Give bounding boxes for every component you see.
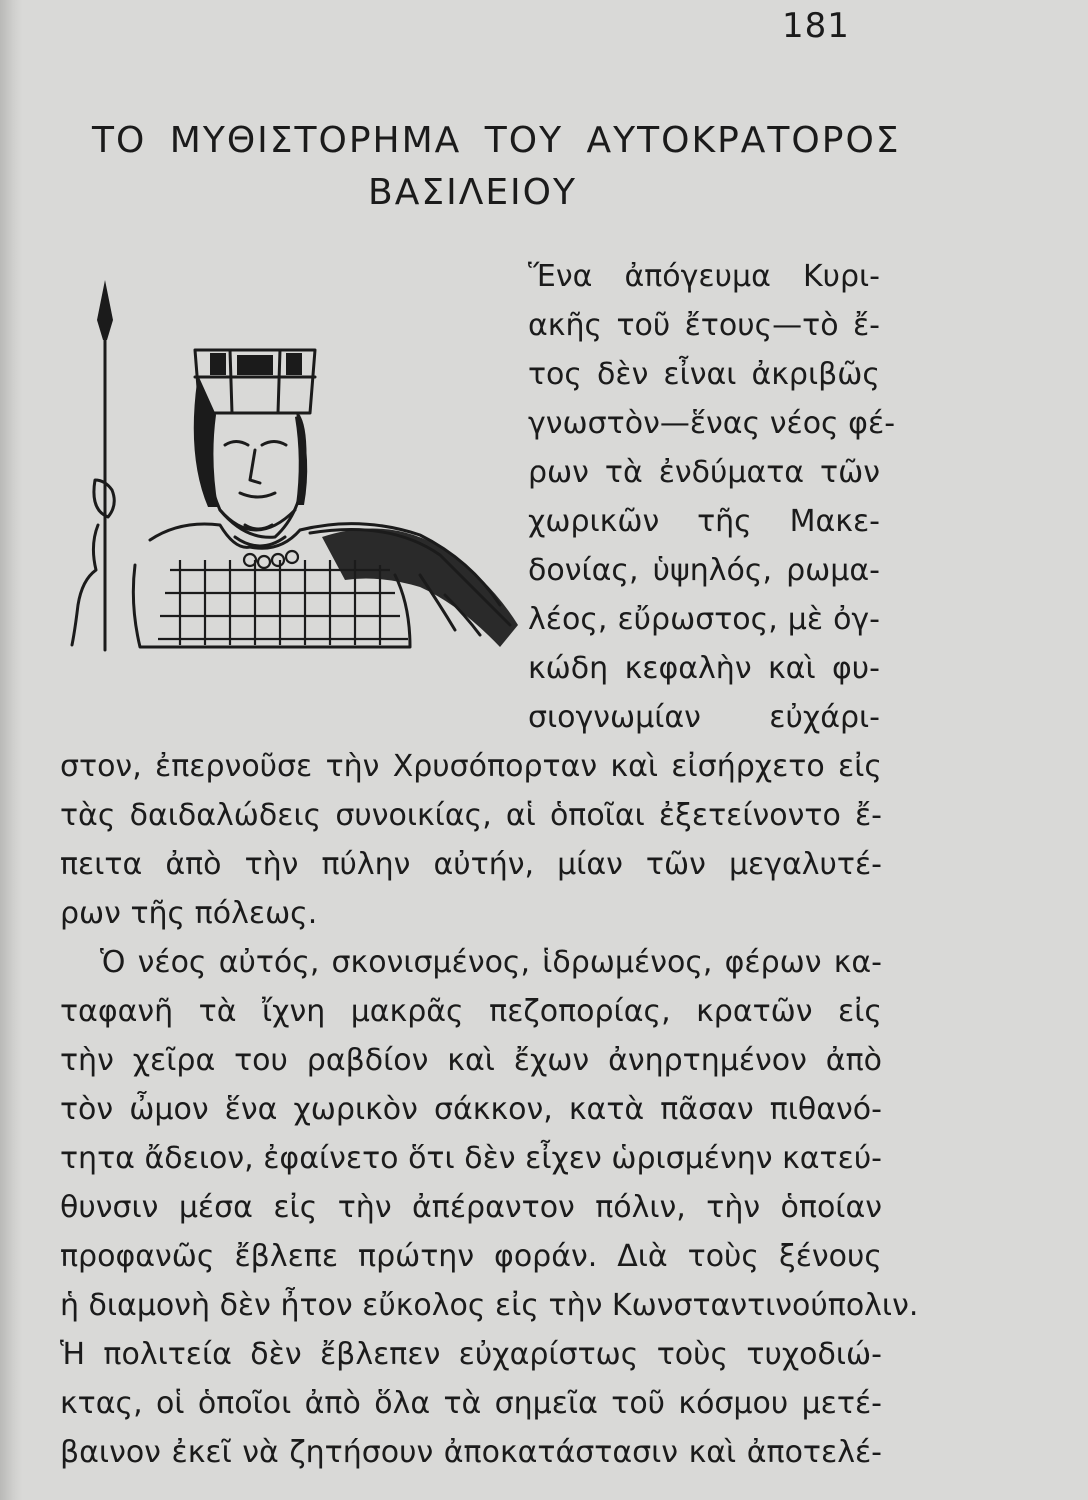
text-line: βαινον ἐκεῖ νὰ ζητήσουν ἀποκατάστασιν καὶ ἀποτελέ- (60, 1435, 882, 1470)
text-line: ρων τῆς πόλεως. (60, 896, 318, 931)
text-line: θυνσιν μέσα εἰς τὴν ἀπέραντον πόλιν, τὴν ὁποίαν (60, 1190, 882, 1225)
text-line: τητα ἄδειον, ἐφαίνετο ὅτι δὲν εἶχεν ὡρισμένην κατεύ- (60, 1141, 882, 1176)
text-line: τὰς δαιδαλώδεις συνοικίας, αἱ ὁποῖαι ἐξετείνοντο ἔ- (60, 798, 882, 833)
text-line: γνωστὸν—ἕνας νέος φέ- (528, 406, 896, 441)
nose (250, 450, 260, 483)
spear-tip (97, 280, 113, 340)
chapter-title-line-1: ΤΟ ΜΥΘΙΣΤΟΡΗΜΑ ΤΟΥ ΑΥΤΟΚΡΑΤΟΡΟΣ (92, 120, 901, 161)
text-line: ἡ διαμονὴ δὲν ἦτον εὔκολος εἰς τὴν Κωνσταντινούπολιν. (60, 1288, 919, 1323)
text-line: τὴν χεῖρα του ραβδίον καὶ ἔχων ἀνηρτημένον ἀπὸ (60, 1043, 882, 1078)
text-line: δονίας, ὑψηλός, ρωμα- (528, 553, 880, 588)
text-line: σιογνωμίαν εὐχάρι- (528, 700, 880, 735)
mouth (240, 493, 275, 497)
text-line: κτας, οἱ ὁποῖοι ἀπὸ ὅλα τὰ σημεῖα τοῦ κόσμου μετέ- (60, 1386, 882, 1421)
text-line: ακῆς τοῦ ἔτους—τὸ ἔ- (528, 308, 880, 343)
text-line: χωρικῶν τῆς Μακε- (528, 504, 880, 539)
text-line: λέος, εὔρωστος, μὲ ὀγ- (528, 602, 880, 637)
text-line: ταφανῆ τὰ ἴχνη μακρᾶς πεζοπορίας, κρατῶν εἰς (60, 994, 882, 1029)
text-line: Ἕνα ἀπόγευμα Κυρι- (528, 259, 880, 294)
head-outline (207, 415, 305, 537)
text-line: προφανῶς ἔβλεπε πρώτην φοράν. Διὰ τοὺς ξένους (60, 1239, 882, 1274)
text-line: πειτα ἀπὸ τὴν πύλην αὐτήν, μίαν τῶν μεγαλυτέ- (60, 847, 882, 882)
emperor-illustration (60, 275, 530, 675)
text-line: κώδη κεφαλὴν καὶ φυ- (528, 651, 880, 686)
chapter-title-line-2: ΒΑΣΙΛΕΙΟΥ (368, 172, 578, 213)
text-line: ρων τὰ ἐνδύματα τῶν (528, 455, 880, 490)
sleeve-outline (72, 525, 98, 645)
text-line: στον, ἐπερνοῦσε τὴν Χρυσόπορταν καὶ εἰσήρχετο εἰς (60, 749, 882, 784)
text-line: τος δὲν εἶναι ἀκριβῶς (528, 357, 880, 392)
page-edge-shadow (0, 0, 22, 1500)
paragraph-start-line: Ὁ νέος αὐτός, σκονισμένος, ἱδρωμένος, φέρων κα- (100, 945, 882, 980)
cloak-fill (322, 529, 518, 647)
text-line: Ἡ πολιτεία δὲν ἔβλεπεν εὐχαρίστως τοὺς τυχοδιώ- (60, 1337, 882, 1372)
page-number: 181 (782, 6, 850, 46)
eyes (225, 442, 286, 446)
text-line: τὸν ὦμον ἕνα χωρικὸν σάκκον, κατὰ πᾶσαν πιθανό- (60, 1092, 882, 1127)
